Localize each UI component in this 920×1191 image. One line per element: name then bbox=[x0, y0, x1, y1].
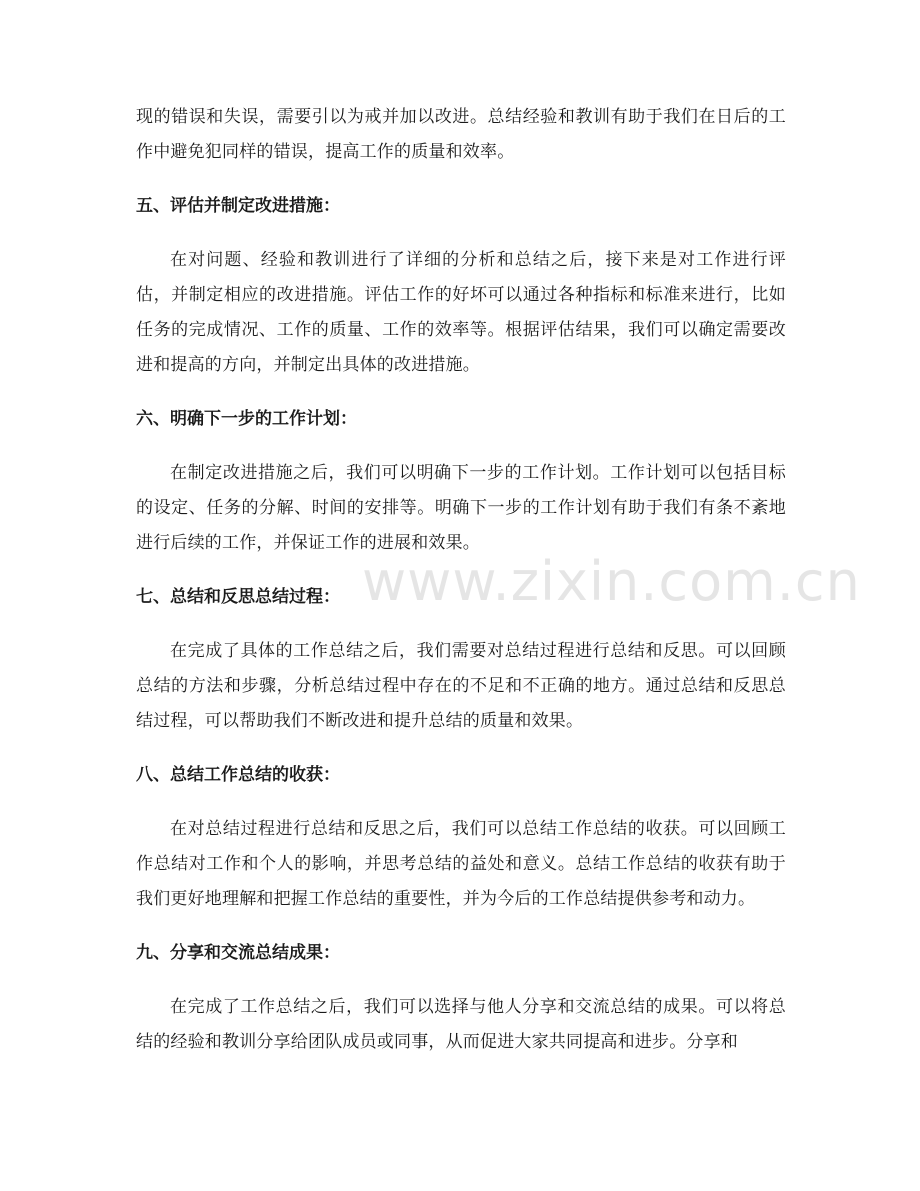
section-heading-9: 九、分享和交流总结成果： bbox=[136, 943, 340, 963]
section-body-9: 在完成了工作总结之后，我们可以选择与他人分享和交流总结的成果。可以将总结的经验和教训分享给团队成员或同事，从而促进大家共同提高和进步。分享和 bbox=[136, 997, 786, 1052]
section-body-8: 在对总结过程进行总结和反思之后，我们可以总结工作总结的收获。可以回顾工作总结对工作和个人的影响，并思考总结的益处和意义。总结工作总结的收获有助于我们更好地理解和把握工作总结的重要性，并为今后的工作总结提供参考和动力。 bbox=[136, 819, 786, 909]
section-heading-5: 五、评估并制定改进措施： bbox=[136, 196, 340, 216]
section-heading-6: 六、明确下一步的工作计划： bbox=[136, 409, 357, 429]
watermark: www.zixin.com.cn bbox=[362, 550, 861, 613]
document-page bbox=[136, 100, 786, 1060]
section-body-5: 在对问题、经验和教训进行了详细的分析和总结之后，接下来是对工作进行评估，并制定相应的改进措施。评估工作的好坏可以通过各种指标和标准来进行，比如任务的完成情况、工作的质量、工作的效率等。根据评估结果，我们可以确定需要改进和提高的方向，并制定出具体的改进措施。 bbox=[136, 250, 786, 375]
intro-paragraph: 现的错误和失误，需要引以为戒并加以改进。总结经验和教训有助于我们在日后的工作中避免犯同样的错误，提高工作的质量和效率。 bbox=[136, 107, 786, 162]
section-body-7: 在完成了具体的工作总结之后，我们需要对总结过程进行总结和反思。可以回顾总结的方法和步骤，分析总结过程中存在的不足和不正确的地方。通过总结和反思总结过程，可以帮助我们不断改进和提升总结的质量和效果。 bbox=[136, 641, 786, 731]
section-body-6: 在制定改进措施之后，我们可以明确下一步的工作计划。工作计划可以包括目标的设定、任务的分解、时间的安排等。明确下一步的工作计划有助于我们有条不紊地进行后续的工作，并保证工作的进展和效果。 bbox=[136, 463, 786, 553]
section-heading-7: 七、总结和反思总结过程： bbox=[136, 587, 340, 607]
section-heading-8: 八、总结工作总结的收获： bbox=[136, 765, 340, 785]
